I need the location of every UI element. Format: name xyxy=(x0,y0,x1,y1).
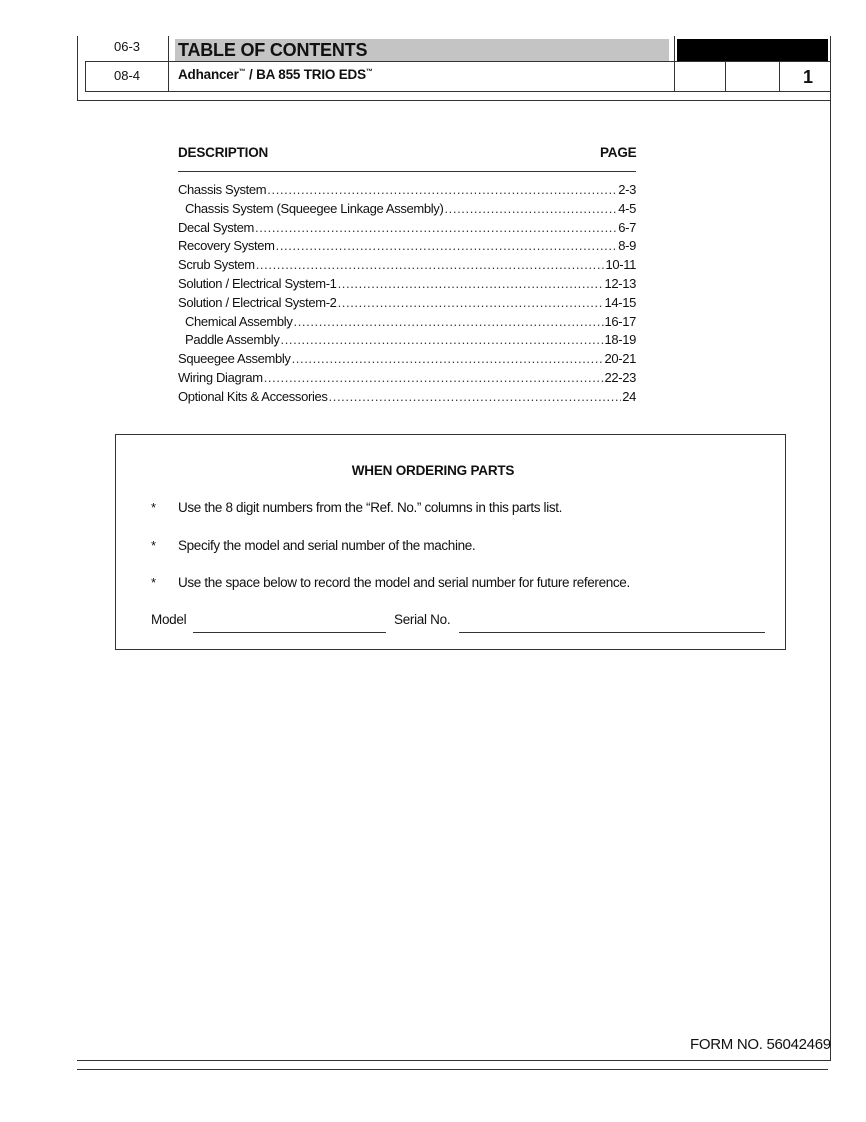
toc-entry-title: Squeegee Assembly xyxy=(178,351,291,367)
toc-header-rule xyxy=(178,171,636,172)
toc-entry-title: Chassis System xyxy=(178,182,267,197)
header-black-box xyxy=(677,39,828,61)
toc-list xyxy=(178,181,636,407)
toc-leader-dots xyxy=(280,331,603,350)
toc-entry-pages: 8-9 xyxy=(618,238,636,254)
toc-entry-title: Paddle Assembly xyxy=(185,332,280,348)
page-right-border xyxy=(830,91,831,1061)
header-right-border xyxy=(830,36,831,91)
instruction-3: Use the space below to record the model and serial number for future reference. xyxy=(178,575,630,590)
toc-leader-dots xyxy=(292,350,604,369)
header-divider-4 xyxy=(779,61,780,91)
revision-top: 06-3 xyxy=(113,39,141,54)
header-left-border xyxy=(85,61,86,91)
page-number: 1 xyxy=(802,67,813,87)
bullet-2: * xyxy=(151,538,157,553)
page-bottom-rule-2 xyxy=(77,1069,828,1070)
toc-leader-dots xyxy=(276,237,618,256)
toc-entry-pages: 20-21 xyxy=(604,351,636,367)
toc-entry-pages: 14-15 xyxy=(604,294,636,310)
toc-entry-pages: 24 xyxy=(622,388,636,404)
toc-entry-pages: 4-5 xyxy=(618,200,636,216)
serial-label: Serial No. xyxy=(394,612,451,627)
toc-entry-pages: 6-7 xyxy=(618,219,636,235)
model-label: Model xyxy=(151,612,187,627)
toc-leader-dots xyxy=(338,294,604,313)
model-field-line[interactable] xyxy=(193,632,386,633)
toc-entry xyxy=(178,181,636,200)
form-number: FORM NO. 56042469 xyxy=(690,1036,831,1053)
toc-entry-title: Optional Kits & Accessories xyxy=(178,388,328,404)
bullet-1: * xyxy=(151,500,157,515)
toc-leader-dots xyxy=(255,219,617,238)
toc-entry-pages: 12-13 xyxy=(604,275,636,291)
toc-entry-title: Decal System xyxy=(178,219,254,235)
toc-entry-pages: 18-19 xyxy=(604,332,636,348)
model-title xyxy=(178,67,373,82)
toc-description-header: DESCRIPTION xyxy=(178,145,269,160)
serial-field-line[interactable] xyxy=(459,632,765,633)
revision-bottom: 08-4 xyxy=(113,68,141,83)
toc-entry-pages: 16-17 xyxy=(604,313,636,329)
toc-leader-dots xyxy=(444,200,617,219)
toc-leader-dots xyxy=(264,369,604,388)
bullet-3: * xyxy=(151,575,157,590)
toc-entry xyxy=(178,331,636,350)
toc-entry-title: Solution / Electrical System-1 xyxy=(178,275,337,291)
toc-entry-pages: 2-3 xyxy=(618,182,636,197)
toc-entry-title: Solution / Electrical System-2 xyxy=(178,294,337,310)
header-bottom-line xyxy=(85,91,830,92)
page-title: TABLE OF CONTENTS xyxy=(178,40,368,60)
page-top-rule xyxy=(77,100,830,101)
header-divider-3 xyxy=(725,61,726,91)
toc-entry xyxy=(178,237,636,256)
toc-entry xyxy=(178,313,636,332)
header-divider-2 xyxy=(674,36,675,91)
instruction-1: Use the 8 digit numbers from the “Ref. No.” columns in this parts list. xyxy=(178,500,563,515)
toc-page-header: PAGE xyxy=(600,145,637,160)
toc-leader-dots xyxy=(256,256,605,275)
toc-entry xyxy=(178,294,636,313)
page-bottom-rule xyxy=(77,1060,830,1061)
page-left-border xyxy=(77,36,78,100)
toc-leader-dots xyxy=(293,313,603,332)
trademark-mark: ™ xyxy=(238,68,246,76)
toc-leader-dots xyxy=(338,275,604,294)
toc-leader-dots xyxy=(329,388,622,407)
toc-entry xyxy=(178,200,636,219)
toc-entry xyxy=(178,256,636,275)
toc-entry xyxy=(178,219,636,238)
toc-entry-title: Recovery System xyxy=(178,238,275,254)
model-separator: / BA 855 TRIO EDS xyxy=(245,67,366,82)
toc-entry-pages: 22-23 xyxy=(604,369,636,385)
toc-entry-title: Wiring Diagram xyxy=(178,369,263,385)
header-divider-1 xyxy=(168,36,169,91)
toc-entry-title: Chemical Assembly xyxy=(185,313,293,329)
toc-entry xyxy=(178,275,636,294)
instruction-2: Specify the model and serial number of the machine. xyxy=(178,538,476,553)
toc-leader-dots xyxy=(267,181,617,200)
toc-entry xyxy=(178,350,636,369)
ordering-title: WHEN ORDERING PARTS xyxy=(351,463,515,478)
toc-entry xyxy=(178,369,636,388)
toc-entry-title: Scrub System xyxy=(178,257,255,273)
toc-entry-pages: 10-11 xyxy=(605,257,636,273)
header-top-line xyxy=(85,61,830,62)
model-name: Adhancer xyxy=(178,67,239,82)
trademark-mark-2: ™ xyxy=(365,68,373,76)
toc-entry xyxy=(178,388,636,407)
toc-entry-title: Chassis System (Squeegee Linkage Assembly) xyxy=(185,200,444,216)
